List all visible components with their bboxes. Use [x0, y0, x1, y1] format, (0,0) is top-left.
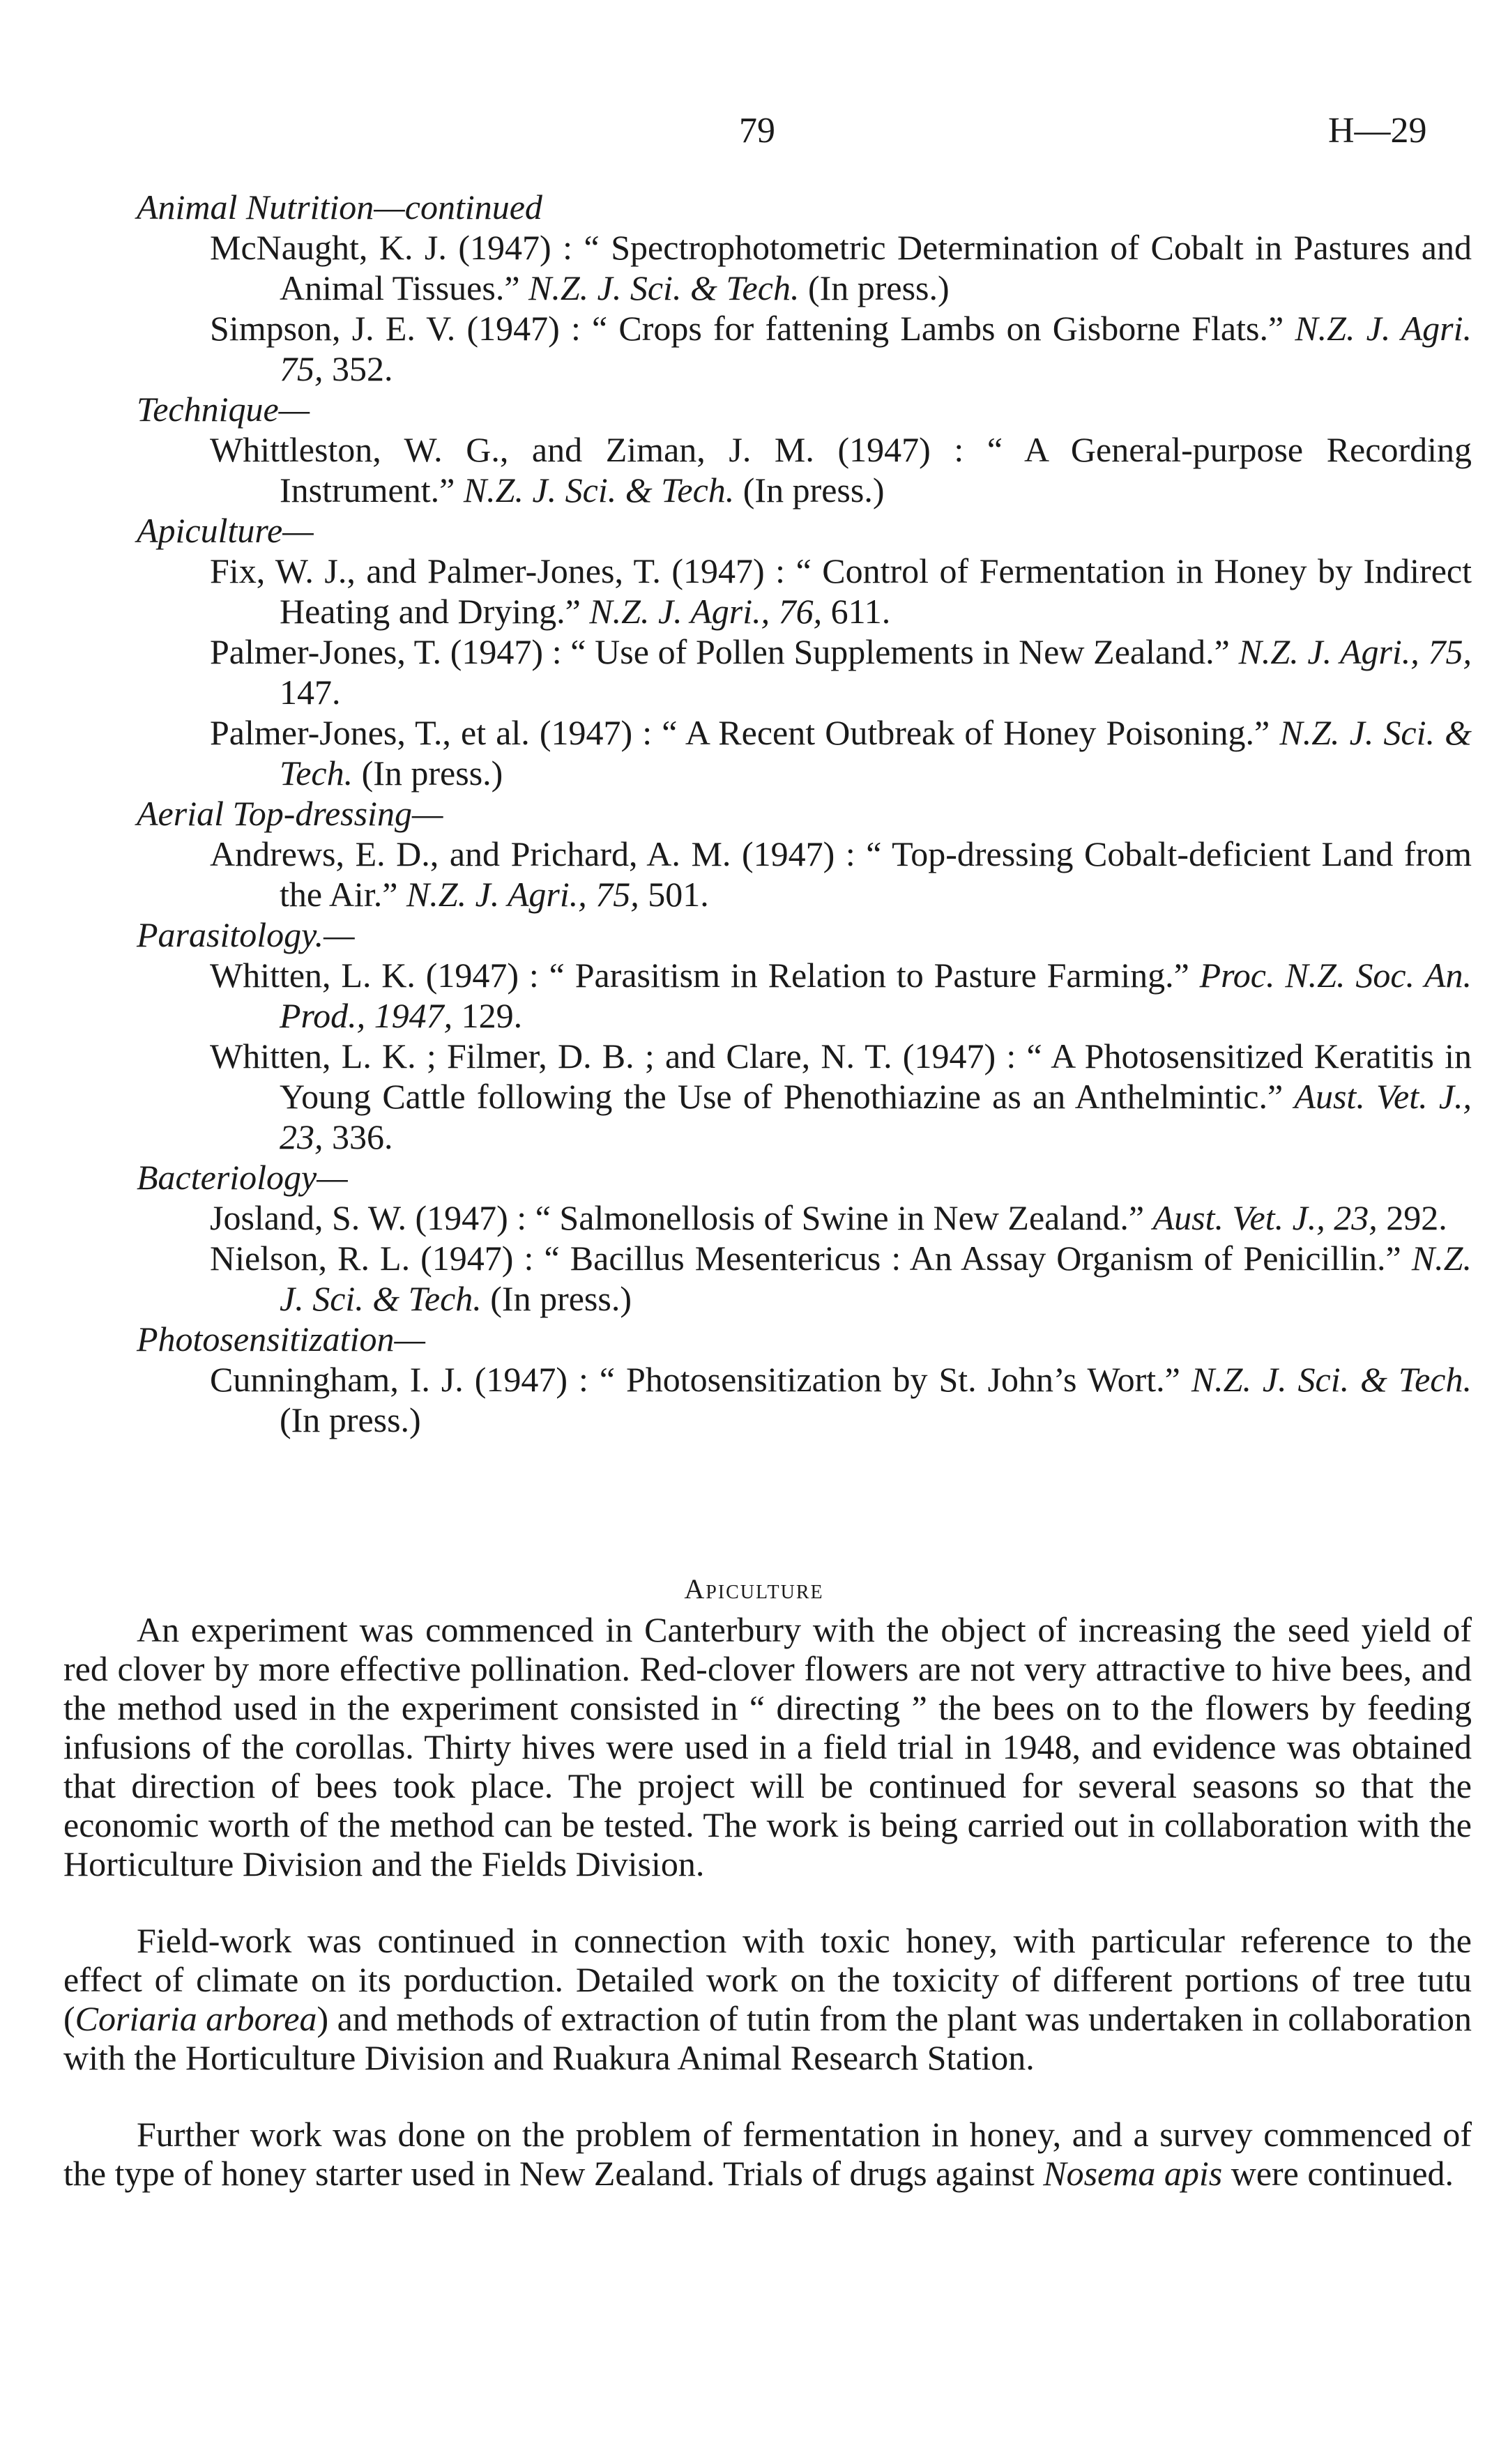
- section-title: Apiculture: [684, 1573, 824, 1605]
- reference-entry: Palmer-Jones, T. (1947) : “ Use of Pollen Supplements in New Zealand.” N.Z. J. Agri., 75, 147.: [210, 632, 1472, 712]
- reference-entry: Palmer-Jones, T., et al. (1947) : “ A Recent Outbreak of Honey Poisoning.” N.Z. J. Sci. & Tech. (In press.): [210, 713, 1472, 793]
- reference-entry: Whittleston, W. G., and Ziman, J. M. (1947) : “ A General-purpose Recording Instrument.” N.Z. J. Sci. & Tech. (In press.): [210, 430, 1472, 510]
- reference-entry: Andrews, E. D., and Prichard, A. M. (1947) : “ Top-dressing Cobalt-deficient Land from the Air.” N.Z. J. Agri., 75, 501.: [210, 834, 1472, 914]
- paragraph: Further work was done on the problem of fermentation in honey, and a survey commenced of the type of honey starter used in New Zealand. Trials of drugs against Nosema apis were continued.: [63, 2115, 1472, 2193]
- reference-entry: Nielson, R. L. (1947) : “ Bacillus Mesentericus : An Assay Organism of Penicillin.” N.Z. J. Sci. & Tech. (In press.): [210, 1239, 1472, 1318]
- page-number: 79: [739, 111, 775, 151]
- category-heading: Parasitology.—: [137, 915, 355, 954]
- reference-entry: Cunningham, I. J. (1947) : “ Photosensitization by St. John’s Wort.” N.Z. J. Sci. & Tech. (In press.): [210, 1360, 1472, 1439]
- category-heading: Photosensitization—: [137, 1319, 425, 1359]
- reference-entry: Josland, S. W. (1947) : “ Salmonellosis of Swine in New Zealand.” Aust. Vet. J., 23, 292.: [210, 1198, 1447, 1237]
- reference-list: [137, 187, 1472, 1440]
- paragraph: Field-work was continued in connection with toxic honey, with particular reference to the effect of climate on its porduction. Detailed work on the toxicity of different portions of tree tutu (Coriaria arborea) and methods of extraction of tutin from the plant was undertaken in collaboration with the Horticulture Division and Ruakura Animal Research Station.: [63, 1921, 1472, 2077]
- reference-entry: Fix, W. J., and Palmer-Jones, T. (1947) : “ Control of Fermentation in Honey by Indirect Heating and Drying.” N.Z. J. Agri., 76, 611.: [210, 551, 1472, 631]
- reference-entry: Whitten, L. K. (1947) : “ Parasitism in Relation to Pasture Farming.” Proc. N.Z. Soc. An. Prod., 1947, 129.: [210, 956, 1472, 1035]
- category-heading: Aerial Top-dressing—: [137, 794, 443, 833]
- page-code: H—29: [1328, 111, 1427, 151]
- category-heading: Technique—: [137, 390, 310, 429]
- section-body: [63, 1610, 1472, 2230]
- category-heading: Bacteriology—: [137, 1158, 348, 1197]
- category-heading: Animal Nutrition—continued: [137, 188, 542, 227]
- paragraph: An experiment was commenced in Canterbury with the object of increasing the seed yield of red clover by more effective pollination. Red-clover flowers are not very attractive to hive bees, and the method used in the experiment consisted in “ directing ” the bees on to the flowers by feeding infusions of the corollas. Thirty hives were used in a field trial in 1948, and evidence was obtained that direction of bees took place. The project will be continued for several seasons so that the economic worth of the method can be tested. The work is being carried out in collaboration with the Horticulture Division and the Fields Division.: [63, 1610, 1472, 1883]
- reference-entry: McNaught, K. J. (1947) : “ Spectrophotometric Determination of Cobalt in Pastures and Animal Tissues.” N.Z. J. Sci. & Tech. (In press.): [210, 228, 1472, 307]
- reference-entry: Simpson, J. E. V. (1947) : “ Crops for fattening Lambs on Gisborne Flats.” N.Z. J. Agri. 75, 352.: [210, 309, 1472, 388]
- reference-entry: Whitten, L. K. ; Filmer, D. B. ; and Clare, N. T. (1947) : “ A Photosensitized Keratitis in Young Cattle following the Use of Phenothiazine as an Anthelmintic.” Aust. Vet. J., 23, 336.: [210, 1036, 1472, 1156]
- category-heading: Apiculture—: [137, 511, 314, 550]
